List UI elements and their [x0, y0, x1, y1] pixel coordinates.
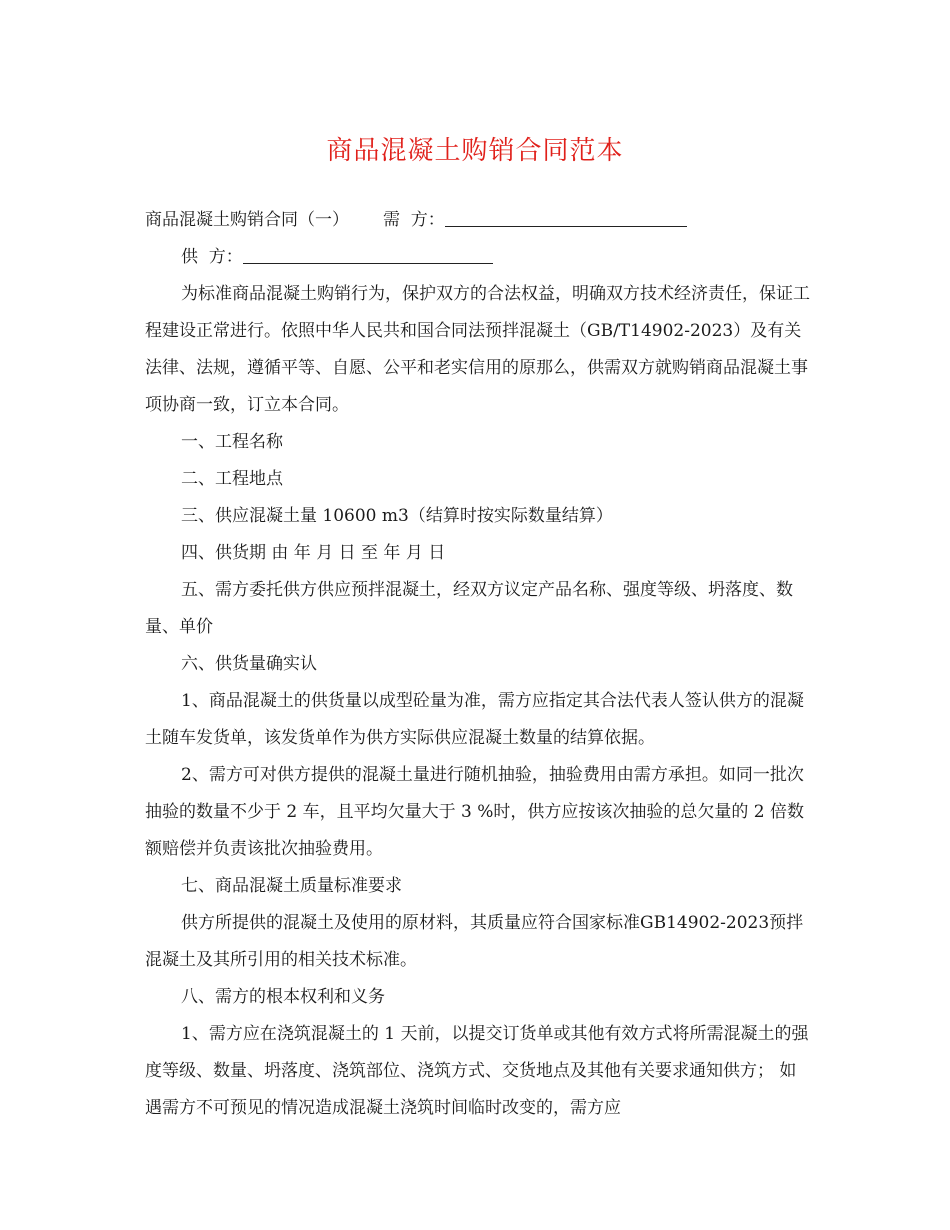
need-label: 需 方： [383, 210, 445, 230]
section-heading: 四、供货期 由 年 月 日 至 年 月 日 [181, 543, 446, 563]
section-heading: 七、商品混凝土质量标准要求 [181, 876, 402, 896]
section-heading: 八、需方的根本权利和义务 [181, 987, 385, 1007]
clause-paragraph: 供方所提供的混凝土及使用的原材料，其质量应符合国家标准GB14902-2023预拌混凝土及其所引用的相关技术标准。 [145, 913, 804, 970]
document-body [145, 202, 810, 1127]
intro-paragraph: 为标准商品混凝土购销行为，保护双方的合法权益，明确双方技术经济责任，保证工程建设正常进行。依照中华人民共和国合同法预拌混凝土（GB/T14902-2023）及有关法律、法规，遵循平等、自愿、公平和老实信用的原那么，供需双方就购销商品混凝土事项协商一致，订立本合同。 [145, 284, 810, 415]
supply-party-blank [243, 243, 493, 264]
contract-heading-line [145, 202, 810, 239]
section-heading: 二、工程地点 [181, 469, 283, 489]
section-heading: 三、供应混凝土量 10600 m3（结算时按实际数量结算） [181, 506, 613, 526]
clause-paragraph: 2、需方可对供方提供的混凝土量进行随机抽验，抽验费用由需方承担。如同一批次抽验的数量不少于 2 车，且平均欠量大于 3 %时，供方应按该次抽验的总欠量的 2 倍数额赔偿并负责该批次抽验费用。 [145, 765, 805, 859]
clause-paragraph: 1、需方应在浇筑混凝土的 1 天前，以提交订货单或其他有效方式将所需混凝土的强度等级、数量、坍落度、浇筑部位、浇筑方式、交货地点及其他有关要求通知供方； 如遇需方不可预见的情况造成混凝土浇筑时间临时改变的，需方应 [145, 1024, 809, 1118]
contract-heading: 商品混凝土购销合同（一） [145, 210, 349, 230]
need-party-blank [445, 206, 687, 227]
document-title: 商品混凝土购销合同范本 [326, 136, 624, 166]
section-heading: 一、工程名称 [181, 432, 283, 452]
supply-label: 供 方： [181, 247, 243, 267]
section-paragraph: 五、需方委托供方供应预拌混凝土，经双方议定产品名称、强度等级、坍落度、数量、单价 [145, 580, 793, 637]
clause-paragraph: 1、商品混凝土的供货量以成型砼量为准，需方应指定其合法代表人签认供方的混凝土随车发货单，该发货单作为供方实际供应混凝土数量的结算依据。 [145, 691, 804, 748]
supply-line [145, 239, 810, 276]
section-heading: 六、供货量确实认 [181, 654, 317, 674]
